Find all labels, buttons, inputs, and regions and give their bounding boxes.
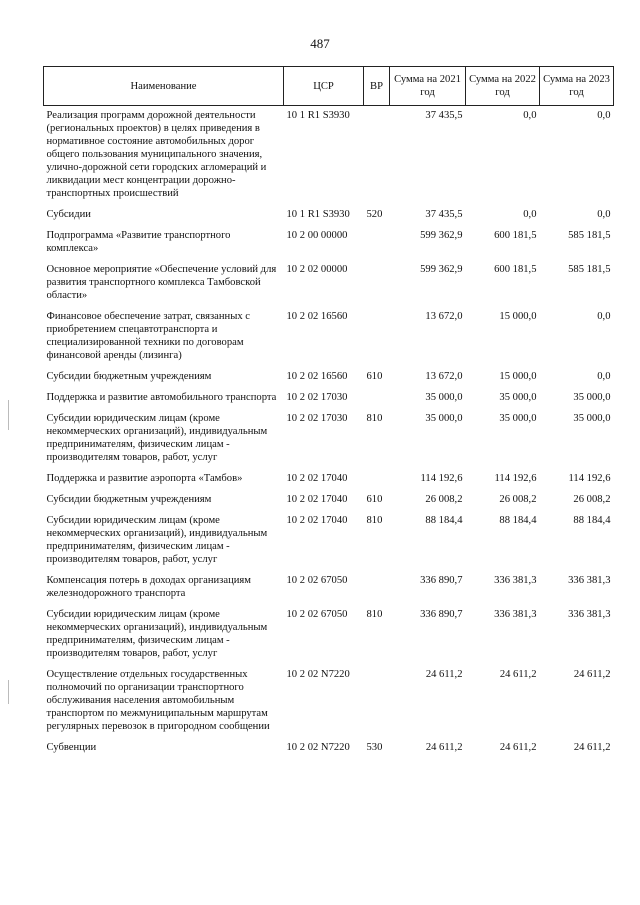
scan-margin-mark — [8, 400, 9, 430]
row-name: Субсидии бюджетным учреждениям — [46, 371, 212, 382]
row-sum-2021: 599 362,9 — [420, 264, 463, 275]
row-vr — [364, 106, 390, 206]
row-vr: 810 — [366, 413, 383, 424]
table-header-row — [44, 67, 614, 106]
row-vr — [364, 665, 390, 738]
row-vr: 520 — [366, 209, 383, 220]
row-csr: 10 2 00 00000 — [286, 230, 348, 241]
table-row — [44, 665, 614, 738]
page-number: 487 — [310, 36, 330, 51]
table-row — [44, 307, 614, 367]
row-sum-2022: 15 000,0 — [499, 311, 537, 322]
header-name: Наименование — [44, 67, 284, 106]
row-csr: 10 2 02 67050 — [286, 575, 348, 586]
row-sum-2022: 35 000,0 — [499, 392, 537, 403]
row-vr: 610 — [366, 494, 383, 505]
row-csr: 10 2 02 N7220 — [286, 742, 350, 753]
table-row — [44, 605, 614, 665]
header-sum-2022: Сумма на 2022 год — [466, 67, 540, 106]
header-csr: ЦСР — [284, 67, 364, 106]
row-vr — [364, 307, 390, 367]
row-csr: 10 2 02 16560 — [286, 311, 348, 322]
row-sum-2023: 0,0 — [597, 209, 611, 220]
row-sum-2023: 0,0 — [597, 311, 611, 322]
row-sum-2022: 88 184,4 — [499, 515, 537, 526]
row-sum-2023: 585 181,5 — [568, 264, 611, 275]
row-sum-2023: 585 181,5 — [568, 230, 611, 241]
row-sum-2023: 24 611,2 — [573, 669, 611, 680]
budget-table — [43, 66, 614, 759]
row-vr — [364, 388, 390, 409]
row-csr: 10 2 02 17030 — [286, 392, 348, 403]
row-sum-2021: 24 611,2 — [425, 742, 463, 753]
row-sum-2021: 13 672,0 — [425, 311, 463, 322]
row-name: Поддержка и развитие автомобильного транспорта — [46, 392, 277, 403]
row-sum-2023: 88 184,4 — [573, 515, 611, 526]
header-sum-2023: Сумма на 2023 год — [540, 67, 614, 106]
row-vr — [364, 469, 390, 490]
row-name: Субсидии юридическим лицам (кроме некоммерческих организаций), индивидуальным предпринимателям, физическим лицам - производителям товаров, работ, услуг — [46, 413, 268, 463]
row-csr: 10 2 02 17040 — [286, 515, 348, 526]
row-vr: 610 — [366, 371, 383, 382]
table-row — [44, 490, 614, 511]
row-sum-2021: 35 000,0 — [425, 392, 463, 403]
row-sum-2023: 336 381,3 — [568, 609, 611, 620]
row-name: Субсидии юридическим лицам (кроме некоммерческих организаций), индивидуальным предпринимателям, физическим лицам - производителям товаров, работ, услуг — [46, 609, 268, 659]
row-csr: 10 2 02 17030 — [286, 413, 348, 424]
row-sum-2022: 0,0 — [523, 110, 537, 121]
row-csr: 10 2 02 67050 — [286, 609, 348, 620]
row-sum-2023: 0,0 — [597, 110, 611, 121]
row-vr: 530 — [366, 742, 383, 753]
row-vr: 810 — [366, 609, 383, 620]
row-sum-2021: 37 435,5 — [425, 110, 463, 121]
row-csr: 10 2 02 17040 — [286, 473, 348, 484]
row-sum-2023: 24 611,2 — [573, 742, 611, 753]
row-vr — [364, 260, 390, 307]
row-sum-2021: 13 672,0 — [425, 371, 463, 382]
row-sum-2023: 114 192,6 — [568, 473, 611, 484]
row-sum-2021: 37 435,5 — [425, 209, 463, 220]
row-csr: 10 2 02 16560 — [286, 371, 348, 382]
row-name: Подпрограмма «Развитие транспортного комплекса» — [46, 230, 231, 254]
row-sum-2023: 0,0 — [597, 371, 611, 382]
row-sum-2023: 336 381,3 — [568, 575, 611, 586]
scan-margin-mark — [8, 680, 9, 704]
row-sum-2021: 336 890,7 — [420, 609, 463, 620]
row-sum-2022: 600 181,5 — [494, 230, 537, 241]
row-sum-2022: 24 611,2 — [499, 742, 537, 753]
row-csr: 10 2 02 00000 — [286, 264, 348, 275]
row-csr: 10 1 R1 S3930 — [286, 110, 350, 121]
row-sum-2022: 24 611,2 — [499, 669, 537, 680]
row-name: Финансовое обеспечение затрат, связанных с приобретением спецавтотранспорта и специализированной техники по договорам финансовой аренды (лизинга) — [46, 311, 250, 361]
row-name: Субсидии — [46, 209, 91, 220]
row-name: Субвенции — [46, 742, 97, 753]
row-sum-2021: 599 362,9 — [420, 230, 463, 241]
row-sum-2022: 336 381,3 — [494, 575, 537, 586]
row-csr: 10 2 02 17040 — [286, 494, 348, 505]
row-vr — [364, 226, 390, 260]
row-sum-2021: 114 192,6 — [420, 473, 463, 484]
table-row — [44, 511, 614, 571]
row-sum-2021: 26 008,2 — [425, 494, 463, 505]
row-sum-2023: 35 000,0 — [573, 413, 611, 424]
row-name: Осуществление отдельных государственных полномочий по организации транспортного обслуживания населения автомобильным транспортом по межмуниципальным маршрутам регулярных перевозок в пригородном сообщении — [46, 669, 270, 732]
table-row — [44, 367, 614, 388]
row-sum-2023: 26 008,2 — [573, 494, 611, 505]
row-name: Основное мероприятие «Обеспечение условий для развития транспортного комплекса Тамбовской области» — [46, 264, 277, 301]
row-sum-2022: 35 000,0 — [499, 413, 537, 424]
row-sum-2022: 15 000,0 — [499, 371, 537, 382]
row-sum-2021: 336 890,7 — [420, 575, 463, 586]
row-sum-2021: 35 000,0 — [425, 413, 463, 424]
row-sum-2021: 24 611,2 — [425, 669, 463, 680]
table-row — [44, 226, 614, 260]
row-sum-2023: 35 000,0 — [573, 392, 611, 403]
row-vr — [364, 571, 390, 605]
header-vr: ВР — [364, 67, 390, 106]
row-sum-2021: 88 184,4 — [425, 515, 463, 526]
row-name: Субсидии бюджетным учреждениям — [46, 494, 212, 505]
table-row — [44, 469, 614, 490]
row-sum-2022: 0,0 — [523, 209, 537, 220]
row-sum-2022: 26 008,2 — [499, 494, 537, 505]
table-row — [44, 106, 614, 206]
table-row — [44, 388, 614, 409]
row-name: Реализация программ дорожной деятельности (региональных проектов) в целях приведения в нормативное состояние автомобильных дорог общего пользования муниципального значения, улично-дорожной сети городских агломераций и ликвидации мест концентрации дорожно-транспортных происшествий — [46, 110, 267, 199]
row-name: Субсидии юридическим лицам (кроме некоммерческих организаций), индивидуальным предпринимателям, физическим лицам - производителям товаров, работ, услуг — [46, 515, 268, 565]
table-row — [44, 205, 614, 226]
row-name: Поддержка и развитие аэропорта «Тамбов» — [46, 473, 243, 484]
header-sum-2021: Сумма на 2021 год — [390, 67, 466, 106]
row-vr: 810 — [366, 515, 383, 526]
row-sum-2022: 336 381,3 — [494, 609, 537, 620]
row-sum-2022: 114 192,6 — [494, 473, 537, 484]
row-sum-2022: 600 181,5 — [494, 264, 537, 275]
row-csr: 10 1 R1 S3930 — [286, 209, 350, 220]
table-row — [44, 409, 614, 469]
table-row — [44, 571, 614, 605]
row-name: Компенсация потерь в доходах организациям железнодорожного транспорта — [46, 575, 251, 599]
row-csr: 10 2 02 N7220 — [286, 669, 350, 680]
table-row — [44, 738, 614, 759]
table-row — [44, 260, 614, 307]
